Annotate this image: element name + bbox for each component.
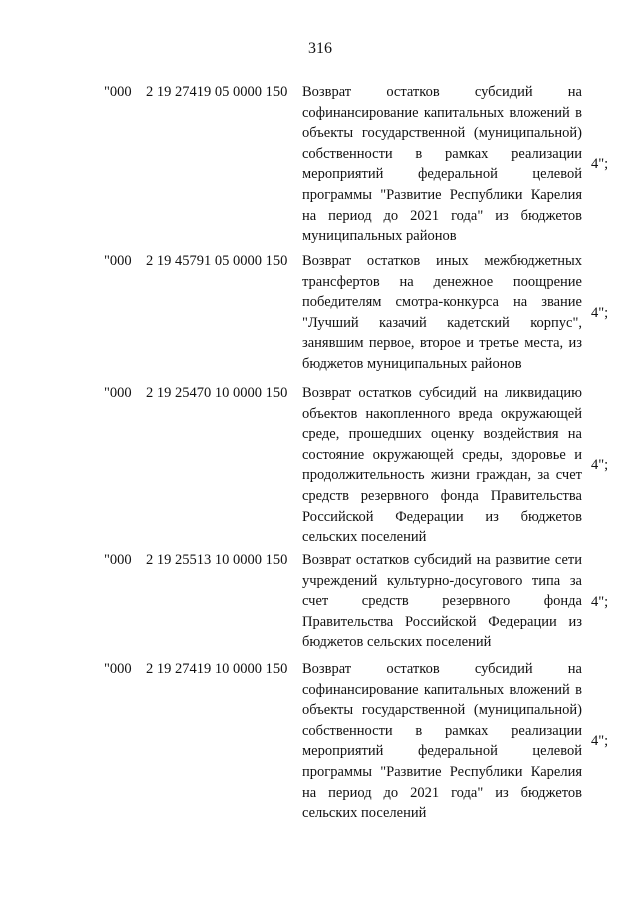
page-number: 316: [308, 40, 332, 57]
entry-prefix: "000: [104, 84, 132, 100]
entry-prefix: "000: [104, 253, 132, 269]
budget-classification-code: 2 19 27419 10 0000 150: [146, 661, 288, 677]
entry-description: Возврат остатков субсидий на софинансирование капитальных вложений в объекты государственной (муниципальной) собственности в рамках реализации мероприятий федеральной целевой программы "Развитие Республики Карелия на период до 2021 года" из бюджетов сельских поселений: [302, 661, 582, 822]
entry-description: Возврат остатков субсидий на развитие сети учреждений культурно-досугового типа за счет средств резервного фонда Правительства Российской Федерации из бюджетов сельских поселений: [302, 552, 582, 651]
entry-suffix: 4";: [591, 733, 609, 749]
entry-prefix: "000: [104, 661, 132, 677]
budget-classification-code: 2 19 25513 10 0000 150: [146, 552, 288, 568]
entry-description: Возврат остатков субсидий на ликвидацию объектов накопленного вреда окружающей среде, прошедших оценку воздействия на состояние окружающей среды, здоровье и продолжительность жизни граждан, за счет средств резервного фонда Правительства Российской Федерации из бюджетов сельских поселений: [302, 385, 582, 546]
budget-classification-code: 2 19 45791 05 0000 150: [146, 253, 288, 269]
entry-prefix: "000: [104, 552, 132, 568]
entry-description: Возврат остатков иных межбюджетных трансфертов на денежное поощрение победителям смотра-конкурса на звание "Лучший казачий кадетский корпус", занявшим первое, второе и третье места, из бюджетов муниципальных районов: [302, 253, 582, 372]
budget-classification-code: 2 19 25470 10 0000 150: [146, 385, 288, 401]
entry-suffix: 4";: [591, 156, 609, 172]
entry-suffix: 4";: [591, 305, 609, 321]
entry-description: Возврат остатков субсидий на софинансирование капитальных вложений в объекты государственной (муниципальной) собственности в рамках реализации мероприятий федеральной целевой программы "Развитие Республики Карелия на период до 2021 года" из бюджетов муниципальных районов: [302, 84, 582, 245]
entry-suffix: 4";: [591, 457, 609, 473]
budget-classification-code: 2 19 27419 05 0000 150: [146, 84, 288, 100]
entry-suffix: 4";: [591, 594, 609, 610]
entry-prefix: "000: [104, 385, 132, 401]
